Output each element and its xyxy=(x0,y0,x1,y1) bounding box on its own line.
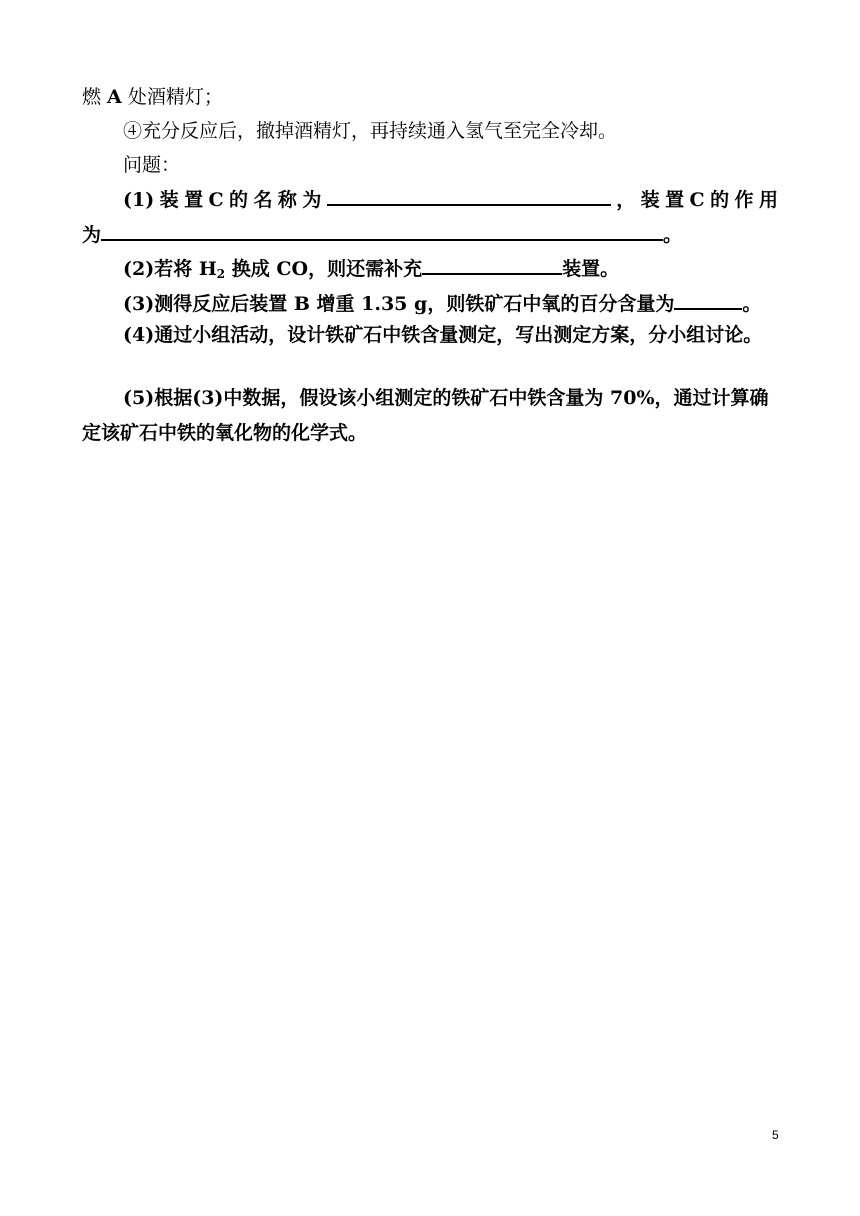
q1-char: 的 xyxy=(710,189,730,211)
text-fragment: 根据 xyxy=(154,387,193,409)
subscript: 2 xyxy=(216,267,226,281)
question-5-line2: 定该矿石中铁的氧化物的化学式。 xyxy=(82,422,368,444)
q1-char: C xyxy=(208,189,224,211)
q1-char: 用 xyxy=(758,189,778,211)
question-2 xyxy=(123,255,778,286)
q1-char: 置 xyxy=(665,189,685,211)
q1-char: 的 xyxy=(229,189,249,211)
q1-char: 置 xyxy=(184,189,204,211)
apparatus-label: A xyxy=(107,86,122,108)
q1-char: 作 xyxy=(734,189,754,211)
q1-char: ， xyxy=(616,189,636,211)
q1-char: 装 xyxy=(640,189,660,211)
answer-blank-q1-purpose[interactable] xyxy=(101,221,663,241)
answer-blank-q2[interactable] xyxy=(422,255,562,275)
formula: CO xyxy=(276,258,309,280)
text-fragment: 增重 xyxy=(309,293,362,315)
q1-char: 。 xyxy=(663,224,683,246)
question-number: (3) xyxy=(123,293,155,315)
formula: H xyxy=(198,258,217,280)
question-1 xyxy=(123,186,778,212)
questions-label: 问题： xyxy=(123,154,181,176)
question-number: (2) xyxy=(123,258,155,280)
text-fragment: ，则还需补充 xyxy=(308,258,423,280)
step4-text: ④充分反应后，撤掉酒精灯，再持续通入氢气至完全冷却。 xyxy=(123,120,618,142)
text-fragment: 通过小组活动，设计铁矿石中铁含量测定，写出测定方案，分小组讨论。 xyxy=(154,324,763,346)
text-fragment: 处酒精灯； xyxy=(121,86,223,108)
text-fragment: ，则铁矿石中氧的百分含量为 xyxy=(427,293,675,315)
text-fragment: 燃 xyxy=(82,86,108,108)
page-number: 5 xyxy=(772,1128,779,1142)
q1-char: 称 xyxy=(277,189,297,211)
q1-char: C xyxy=(689,189,705,211)
answer-blank-q1-name[interactable] xyxy=(327,186,611,206)
text-fragment: 换成 xyxy=(225,258,277,280)
text-fragment: 若将 xyxy=(154,258,199,280)
step3-continuation xyxy=(82,85,778,109)
question-4 xyxy=(123,323,778,347)
question-reference: (3) xyxy=(192,387,224,409)
q1-char: 名 xyxy=(253,189,273,211)
q1-char: 装 xyxy=(159,189,179,211)
percent-value: 70% xyxy=(610,387,655,409)
text-fragment: 中数据，假设该小组测定的铁矿石中铁含量为 xyxy=(223,387,611,409)
question-3 xyxy=(123,290,778,316)
apparatus-label: B xyxy=(293,293,310,315)
q1-char: 为 xyxy=(302,189,322,211)
text-fragment: 测得反应后装置 xyxy=(154,293,294,315)
text-fragment: ，通过计算确 xyxy=(654,387,769,409)
text-fragment: 。 xyxy=(742,293,762,315)
question-number: (5) xyxy=(123,387,155,409)
mass-value: 1.35 g xyxy=(361,293,428,315)
question-number: (1) xyxy=(123,189,155,211)
q1-char: 为 xyxy=(82,224,102,246)
question-number: (4) xyxy=(123,324,155,346)
answer-blank-q3[interactable] xyxy=(674,290,742,310)
text-fragment: 装置。 xyxy=(562,258,620,280)
question-1-line2 xyxy=(82,221,778,247)
question-5 xyxy=(123,386,778,410)
